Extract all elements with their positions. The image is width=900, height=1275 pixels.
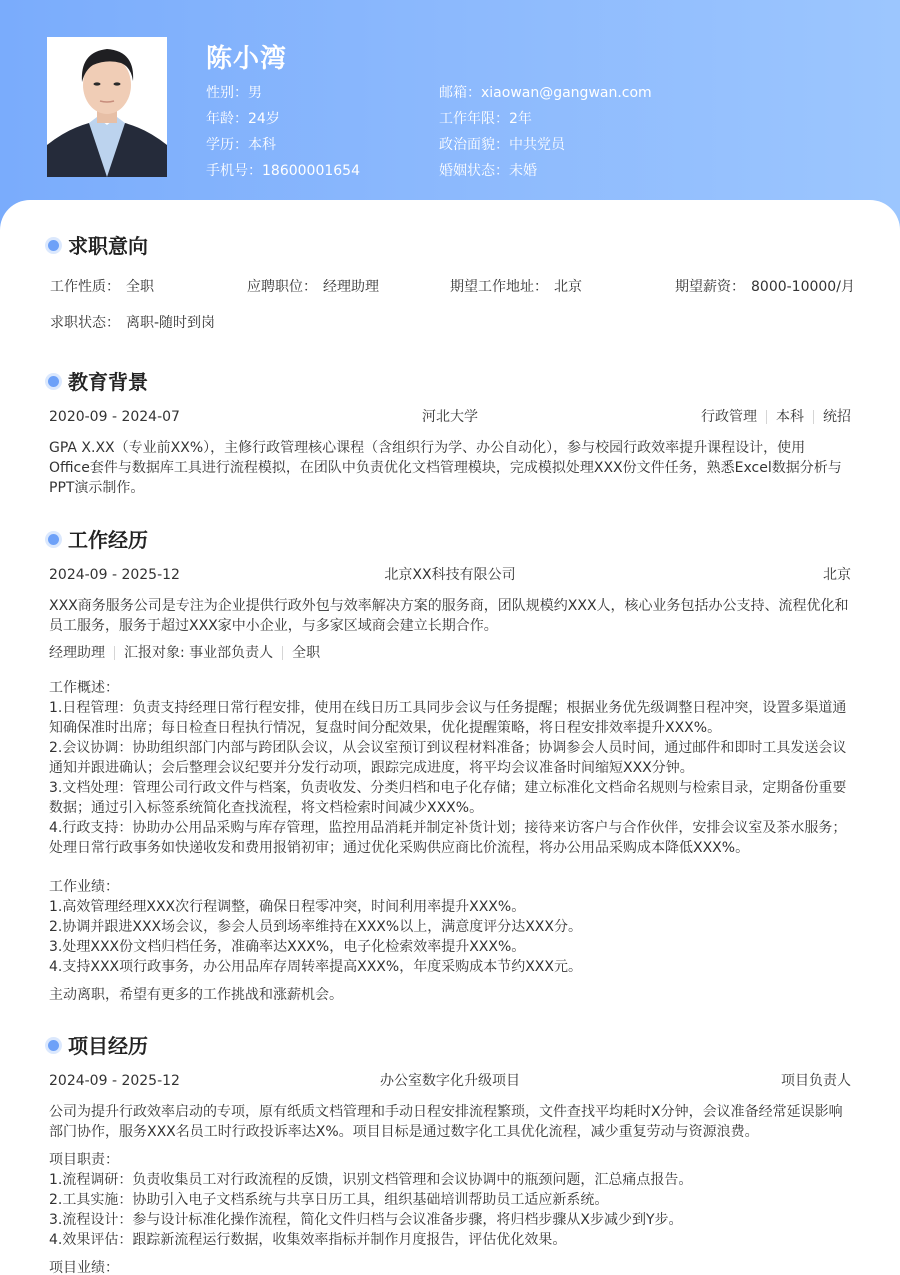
gender: 性别：男 bbox=[206, 85, 262, 101]
email: 邮箱：xiaowan@gangwan.com bbox=[439, 85, 652, 101]
section-title: 项目经历 bbox=[68, 1034, 148, 1058]
intent-salary: 期望薪资： 8000-10000/月 bbox=[675, 279, 855, 295]
education-level: 学历：本科 bbox=[206, 137, 276, 153]
section-bullet-icon bbox=[48, 1040, 59, 1051]
education-meta bbox=[701, 407, 851, 427]
phone: 手机号：18600001654 bbox=[206, 163, 360, 179]
avatar bbox=[47, 37, 167, 177]
divider bbox=[114, 646, 115, 660]
basic-info-left bbox=[206, 83, 360, 187]
work-company: 北京XX科技有限公司 bbox=[384, 567, 516, 583]
divider bbox=[813, 410, 814, 424]
project-duties: 项目职责： 1.流程调研：负责收集员工对行政流程的反馈，识别文档管理和会议协调中的瓶颈问题，汇总痛点报告。 2.工具实施：协助引入电子文档系统与共享日历工具，组织基础培训帮助员工适应新系统。 3.流程设计：参与设计标准化操作流程，简化文件归档与会议准备步骤，将归档步骤从X步减少到Y步。 4.效果评估：跟踪新流程运行数据，收集效率指标并制作月度报告，评估优化效果。 bbox=[49, 1152, 693, 1248]
work-achievements: 工作业绩： 1.高效管理经理XXX次行程调整，确保日程零冲突，时间利用率提升XXX%。 2.协调并跟进XXX场会议，参会人员到场率维持在XXX%以上，满意度评分达XXX分。 3.处理XXX份文档归档任务，准确率达XXX%，电子化检索效率提升XXX%。 4.支持XXX项行政事务，办公用品库存周转率提高XXX%，年度采购成本节约XXX元。 bbox=[49, 879, 582, 975]
work-report-to: 汇报对象: 事业部负责人 bbox=[124, 645, 274, 661]
education-row bbox=[49, 407, 851, 427]
marital-status: 婚姻状态：未婚 bbox=[439, 163, 537, 179]
project-description: 公司为提升行政效率启动的专项，原有纸质文档管理和手动日程安排流程繁琐，文件查找平均耗时X分钟，会议准备经常延误影响 部门协作，服务XXX名员工时行政投诉率达X%。项目目标是通过数字化工具优化流程，减少重复劳动与资源浪费。 bbox=[49, 1104, 843, 1140]
education-school: 河北大学 bbox=[422, 409, 478, 425]
basic-info-right bbox=[439, 83, 652, 187]
company-description: XXX商务服务公司是专注为企业提供行政外包与效率解决方案的服务商，团队规模约XXX人，核心业务包括办公支持、流程优化和 员工服务，服务于超过XXX家中小企业，与多家区域商会建立长期合作。 bbox=[49, 598, 849, 634]
avatar-photo-icon bbox=[47, 37, 167, 177]
education-degree: 本科 bbox=[776, 409, 804, 425]
leave-reason: 主动离职，希望有更多的工作挑战和涨薪机会。 bbox=[49, 987, 343, 1003]
section-bullet-icon bbox=[48, 376, 59, 387]
section-bullet-icon bbox=[48, 240, 59, 251]
work-row bbox=[49, 565, 851, 585]
section-bullet-icon bbox=[48, 534, 59, 545]
work-location: 北京 bbox=[823, 567, 851, 583]
work-date: 2024-09 - 2025-12 bbox=[49, 567, 180, 583]
education-description: GPA X.XX（专业前XX%），主修行政管理核心课程（含组织行为学、办公自动化），参与校园行政效率提升课程设计，使用 Office套件与数据库工具进行流程模拟，在团队中负责优化文档管理模块，完成模拟处理XXX份文件任务，熟悉Excel数据分析与 PPT演示制作。 bbox=[49, 440, 842, 496]
section-title: 教育背景 bbox=[68, 370, 148, 394]
section-work bbox=[48, 524, 148, 553]
project-name: 办公室数字化升级项目 bbox=[380, 1073, 520, 1089]
section-title: 求职意向 bbox=[68, 234, 148, 258]
section-project bbox=[48, 1030, 148, 1059]
candidate-name: 陈小湾 bbox=[206, 44, 288, 74]
intent-location: 期望工作地址： 北京 bbox=[450, 279, 582, 295]
work-tags bbox=[49, 643, 320, 663]
project-row bbox=[49, 1071, 851, 1091]
education-date: 2020-09 - 2024-07 bbox=[49, 409, 180, 425]
education-type: 统招 bbox=[823, 409, 851, 425]
intent-position: 应聘职位： 经理助理 bbox=[247, 279, 379, 295]
intent-work-type: 工作性质： 全职 bbox=[50, 279, 154, 295]
divider bbox=[282, 646, 283, 660]
project-date: 2024-09 - 2025-12 bbox=[49, 1073, 180, 1089]
project-role: 项目负责人 bbox=[781, 1073, 851, 1089]
education-major: 行政管理 bbox=[701, 409, 757, 425]
work-years: 工作年限：2年 bbox=[439, 111, 532, 127]
age: 年龄：24岁 bbox=[206, 111, 280, 127]
work-type: 全职 bbox=[292, 645, 321, 661]
political-status: 政治面貌：中共党员 bbox=[439, 137, 565, 153]
project-results-label: 项目业绩： bbox=[49, 1260, 119, 1275]
section-education bbox=[48, 366, 148, 395]
intent-status: 求职状态： 离职-随时到岗 bbox=[50, 315, 216, 331]
work-role: 经理助理 bbox=[49, 645, 105, 661]
section-job-intent bbox=[48, 230, 148, 259]
section-title: 工作经历 bbox=[68, 528, 148, 552]
divider bbox=[766, 410, 767, 424]
work-overview: 工作概述： 1.日程管理：负责支持经理日常行程安排，使用在线日历工具同步会议与任务提醒；根据业务优先级调整日程冲突，设置多渠道通 知确保准时出席；每日检查日程执行情况，复盘时间分配效果，优化提醒策略，将日程安排效率提升XXX%。 2.会议协调：协助组织部门内部与跨团队会议，从会议室预订到议程材料准备；协调参会人员时间，通过邮件和即时工具发送会议 通知并跟进确认；会后整理会议纪要并分发行动项，跟踪完成进度，将平均会议准备时间缩短XXX分钟。 3.文档处理：管理公司行政文件与档案，负责收发、分类归档和电子化存储；建立标准化文档命名规则与检索目录，定期备份重要 数据；通过引入标签系统简化查找流程，将文档检索时间减少XXX%。 4.行政支持：协助办公用品采购与库存管理，监控用品消耗并制定补货计划；接待来访客户与合作伙伴，安排会议室及茶水服务； 处理日常行政事务如快递收发和费用报销初审；通过优化采购供应商比价流程，将办公用品采购成本降低XXX%。 bbox=[49, 680, 847, 856]
